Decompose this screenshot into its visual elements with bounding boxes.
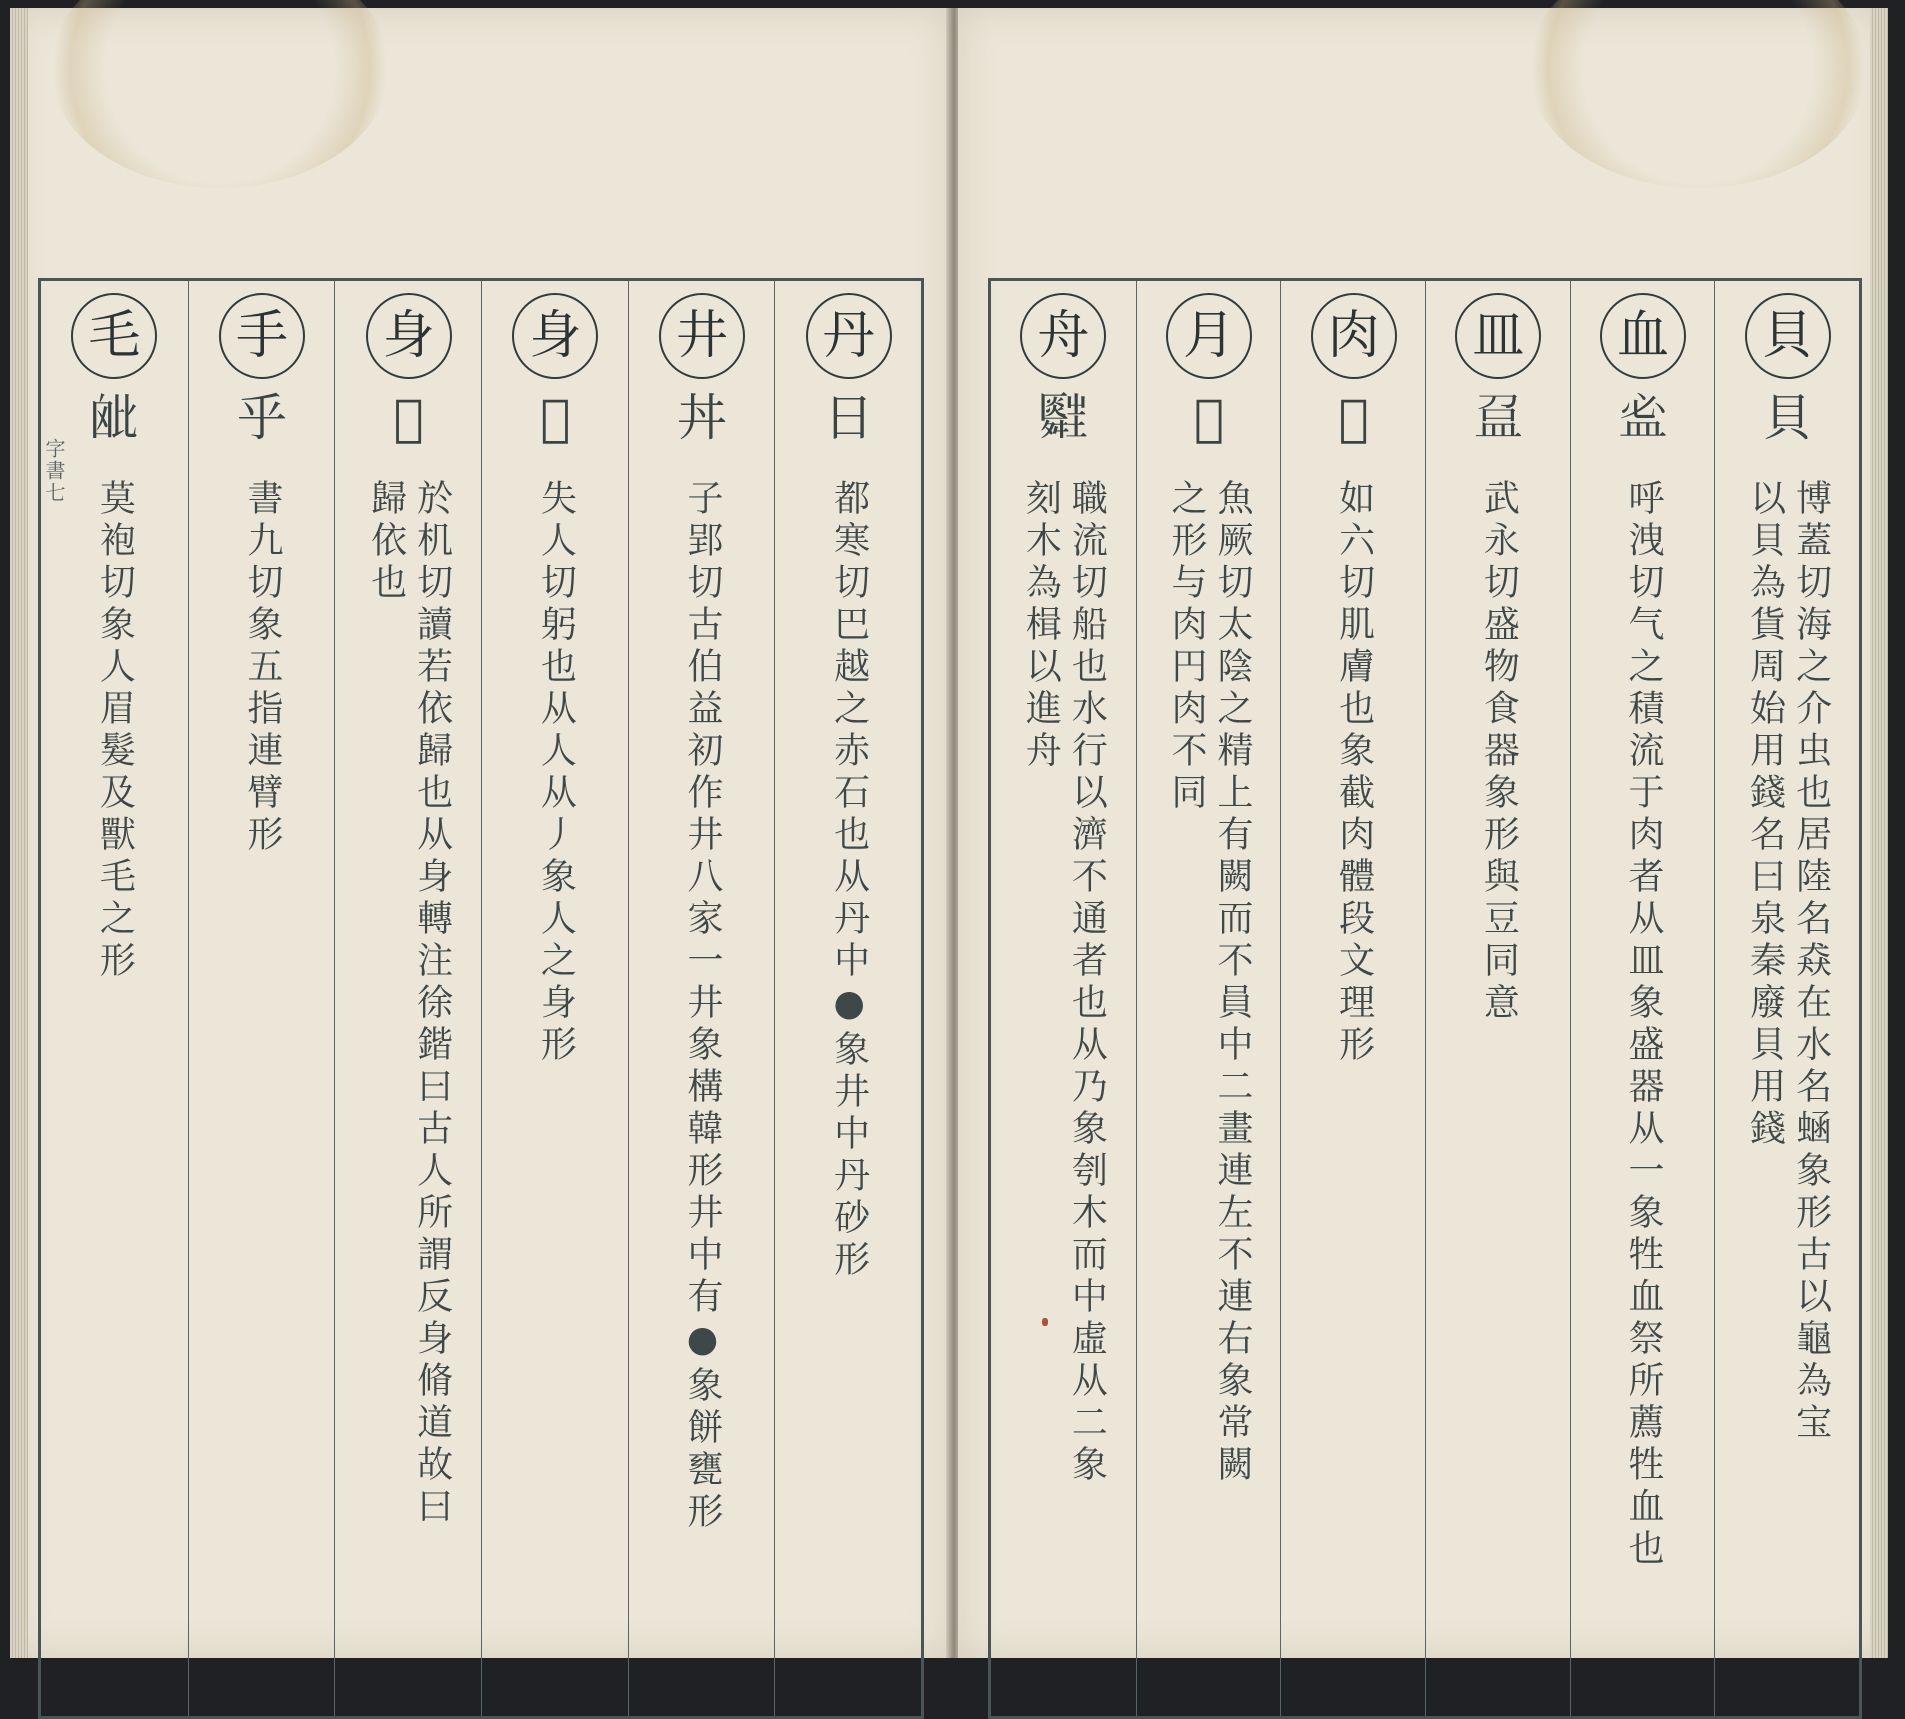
entry-text: 子郢切古伯益初作井八家一井象構韓形井中有●象餅甕形 xyxy=(681,479,723,1534)
entry-text: 博蓋切海之介虫也居陸名猋在水名蜬象形古以龜為宝 xyxy=(1790,479,1832,1445)
seal-script-glyph: 乎 xyxy=(236,389,287,447)
headword-circle: 身 xyxy=(512,293,598,379)
entry-column xyxy=(334,281,482,1716)
seal-script-glyph: 𠕎 xyxy=(1338,389,1369,447)
right-page-edge xyxy=(1870,8,1888,1658)
entry-text: 書九切象五指連臂形 xyxy=(241,479,283,857)
entry-column xyxy=(1280,281,1426,1716)
entry-column xyxy=(1570,281,1716,1716)
entry-text: 職流切船也水行以濟不通者也从乃象刳木而中虛从二象 xyxy=(1066,479,1108,1487)
headword-circle: 舟 xyxy=(1020,293,1106,379)
entry-text: 於机切讀若依歸也从身轉注徐鍇曰古人所謂反身脩道故曰 xyxy=(411,479,453,1529)
headword-circle: 身 xyxy=(366,293,452,379)
entry-text: 以貝為貨周始用錢名曰泉秦廢貝用錢 xyxy=(1744,479,1786,1151)
headword-circle: 手 xyxy=(219,293,305,379)
right-page xyxy=(958,8,1888,1658)
entry-text: 莫袍切象人眉髮及獸毛之形 xyxy=(94,479,136,983)
margin-note: 字書七 xyxy=(42,438,66,504)
entry-column xyxy=(1714,281,1860,1716)
left-page xyxy=(10,8,950,1658)
water-stain xyxy=(50,0,390,188)
seal-script-glyph: 𦨃 xyxy=(1038,389,1089,447)
entry-column xyxy=(188,281,336,1716)
entry-text: 都寒切巴越之赤石也从丹中●象井中丹砂形 xyxy=(828,479,870,1282)
entry-text: 如六切肌膚也象截肉體段文理形 xyxy=(1333,479,1375,1067)
entry-text: 呼洩切气之積流于肉者从皿象盛器从一象牲血祭所薦牲血也 xyxy=(1622,479,1664,1571)
seal-script-glyph: 貝 xyxy=(1762,389,1813,447)
seal-script-glyph: 𨈏 xyxy=(393,389,424,447)
right-text-frame xyxy=(988,278,1862,1719)
seal-script-glyph: 𣬈 xyxy=(89,389,140,447)
headword-circle: 丹 xyxy=(806,293,892,379)
headword-circle: 血 xyxy=(1600,293,1686,379)
entry-text: 武永切盛物食器象形與豆同意 xyxy=(1478,479,1520,1025)
left-page-edge xyxy=(10,8,28,1658)
headword-circle: 貝 xyxy=(1745,293,1831,379)
entry-column xyxy=(628,281,776,1716)
headword-circle: 肉 xyxy=(1311,293,1397,379)
entry-column xyxy=(481,281,629,1716)
seal-script-glyph: 𥁑 xyxy=(1617,389,1668,447)
entry-text: 失人切躬也从人从丿象人之身形 xyxy=(535,479,577,1067)
seal-script-glyph: 𨈐 xyxy=(540,389,571,447)
entry-column xyxy=(1136,281,1282,1716)
headword-circle: 月 xyxy=(1166,293,1252,379)
entry-text: 刻木為楫以進舟 xyxy=(1020,479,1062,773)
entry-column xyxy=(1425,281,1571,1716)
entry-column xyxy=(774,281,922,1716)
red-ink-mark xyxy=(1042,1318,1048,1326)
headword-circle: 毛 xyxy=(71,293,157,379)
entry-text: 之形与肉円肉不同 xyxy=(1165,479,1207,815)
seal-script-glyph: 𠃧 xyxy=(1193,389,1224,447)
headword-circle: 皿 xyxy=(1455,293,1541,379)
headword-circle: 井 xyxy=(659,293,745,379)
seal-script-glyph: 丼 xyxy=(676,389,727,447)
entry-column xyxy=(41,281,188,1716)
seal-script-glyph: 𥁏 xyxy=(1473,389,1524,447)
water-stain xyxy=(1528,0,1868,188)
entry-text: 魚厥切太陰之精上有闕而不員中二畫連左不連右象常闕 xyxy=(1211,479,1253,1487)
entry-text: 歸依也 xyxy=(365,479,407,605)
entry-column xyxy=(991,281,1136,1716)
seal-script-glyph: 日 xyxy=(823,389,874,447)
left-text-frame xyxy=(38,278,924,1719)
